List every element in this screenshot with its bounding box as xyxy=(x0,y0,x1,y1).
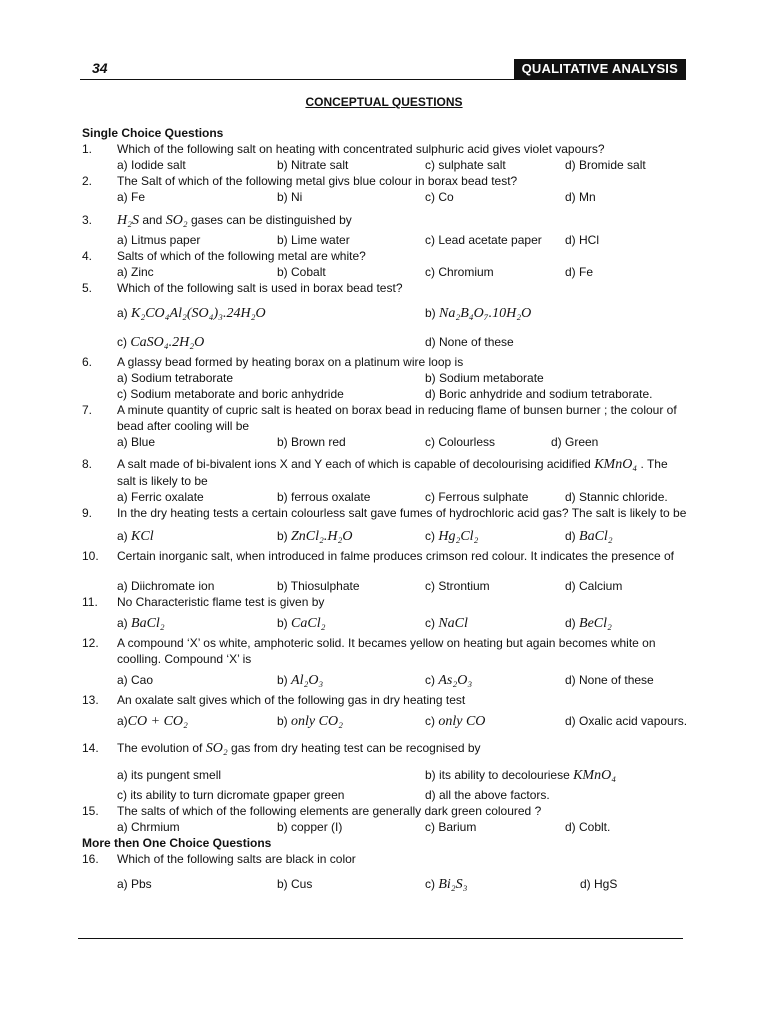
formula: SO₂ xyxy=(205,741,228,756)
question-3-options xyxy=(117,232,688,248)
option-c: c) As₂O₃ xyxy=(425,673,473,688)
question-9 xyxy=(82,505,688,521)
option-d: d) BaCl₂ xyxy=(565,529,613,544)
option-c: c) Bi₂S₃ xyxy=(425,877,468,892)
option-a: a) Fe xyxy=(117,190,146,204)
question-text: Certain inorganic salt, when introduced in falme produces crimson red colour. It indicates the presence of xyxy=(117,549,674,563)
question-5-options-row2 xyxy=(117,331,688,354)
formula: K₂CO₄Al₂(SO₄)₃.24H₂O xyxy=(131,306,266,321)
option-d: d) Fe xyxy=(565,265,594,279)
question-number: 14. xyxy=(82,741,99,755)
option-d: d) None of these xyxy=(425,335,514,349)
question-text: Which of the following salt is used in borax bead test? xyxy=(117,281,403,295)
question-number: 4. xyxy=(82,249,93,263)
option-b: b) Brown red xyxy=(277,435,346,449)
option-d: d) Coblt. xyxy=(565,820,611,834)
question-number: 6. xyxy=(82,355,93,369)
formula: CaCl₂ xyxy=(291,616,326,631)
option-b: b) Ni xyxy=(277,190,303,204)
option-c: c) Lead acetate paper xyxy=(425,233,542,247)
question-5 xyxy=(82,280,688,296)
option-d: d) Oxalic acid vapours. xyxy=(565,714,688,728)
option-c: c) Strontium xyxy=(425,579,490,593)
page-number: 34 xyxy=(92,60,108,76)
question-text: The salts of which of the following elements are generally dark green coloured ? xyxy=(117,804,542,818)
question-text: A compound ‘X’ os white, amphoteric solid. It becames yellow on heating but again becomes white on coolling. Compound ‘X’ is xyxy=(117,636,656,666)
question-text: A minute quantity of cupric salt is heated on borax bead in reducing flame of bunsen burner ; the colour of bead after cooling will be xyxy=(117,403,677,433)
formula: ZnCl₂.H₂O xyxy=(291,529,353,544)
question-3 xyxy=(82,209,688,232)
option-b: b) Al₂O₃ xyxy=(277,673,324,688)
formula: BaCl₂ xyxy=(131,616,165,631)
question-2-options xyxy=(117,189,688,205)
formula: KMnO₄ xyxy=(573,768,617,783)
option-b: b) Cobalt xyxy=(277,265,326,279)
question-15-options xyxy=(117,819,688,835)
question-number: 15. xyxy=(82,804,99,818)
question-12-options xyxy=(117,669,688,692)
question-14-options-row2 xyxy=(117,787,688,803)
question-number: 9. xyxy=(82,506,93,520)
option-c: c) Chromium xyxy=(425,265,494,279)
question-number: 12. xyxy=(82,636,99,650)
question-text: A salt made of bi-bivalent ions X and Y each of which is capable of decolourising acidified KMnO₄ . The salt is likely to be xyxy=(117,457,668,488)
option-b: b) Cus xyxy=(277,877,313,891)
formula: KMnO₄ xyxy=(594,457,638,472)
option-a: a) KCl xyxy=(117,529,154,544)
option-c: c) its ability to turn dicromate gpaper green xyxy=(117,788,345,802)
question-text: Which of the following salt on heating with concentrated sulphuric acid gives violet vapours? xyxy=(117,142,605,156)
question-text: The evolution of SO₂ gas from dry heating test can be recognised by xyxy=(117,741,481,756)
question-15 xyxy=(82,803,688,819)
option-a: a) Iodide salt xyxy=(117,158,186,172)
option-a: a) Diichromate ion xyxy=(117,579,215,593)
question-number: 11. xyxy=(82,595,98,609)
question-16 xyxy=(82,851,688,867)
option-a: a) Blue xyxy=(117,435,156,449)
footer-rule xyxy=(78,938,683,939)
option-a: a) its pungent smell xyxy=(117,768,222,782)
option-d: d) Boric anhydride and sodium tetraborate. xyxy=(425,387,653,401)
option-d: d) Calcium xyxy=(565,579,623,593)
option-d: d) Bromide salt xyxy=(565,158,646,172)
question-12 xyxy=(82,635,688,667)
option-d: d) HCl xyxy=(565,233,600,247)
question-text: Which of the following salts are black in color xyxy=(117,852,356,866)
formula: CaSO₄.2H₂O xyxy=(130,335,205,350)
question-6-options-row2 xyxy=(117,386,688,402)
formula: KCl xyxy=(131,529,154,544)
option-a: a) Sodium tetraborate xyxy=(117,371,234,385)
formula: NaCl xyxy=(438,616,468,631)
formula: Bi₂S₃ xyxy=(438,877,468,892)
formula: only CO₂ xyxy=(291,714,343,729)
option-c: c) CaSO₄.2H₂O xyxy=(117,335,205,350)
formula: Hg₂Cl₂ xyxy=(438,529,479,544)
formula: H₂S xyxy=(117,213,139,228)
question-1-options xyxy=(117,157,688,173)
question-5-options-row1 xyxy=(117,302,688,325)
option-b: b) Na₂B₄O₇.10H₂O xyxy=(425,306,532,321)
question-text: The Salt of which of the following metal givs blue colour in borax bead test? xyxy=(117,174,518,188)
option-d: d) HgS xyxy=(580,877,618,891)
option-c: c) Barium xyxy=(425,820,477,834)
option-b: b) CaCl₂ xyxy=(277,616,326,631)
question-6-options-row1 xyxy=(117,370,688,386)
option-d: d) Green xyxy=(551,435,599,449)
option-a: a) Cao xyxy=(117,673,154,687)
option-a: a) Ferric oxalate xyxy=(117,490,204,504)
question-number: 16. xyxy=(82,852,99,866)
question-14-options-row1 xyxy=(117,764,688,787)
question-number: 1. xyxy=(82,142,93,156)
option-d: d) all the above factors. xyxy=(425,788,550,802)
formula: As₂O₃ xyxy=(438,673,473,688)
question-6 xyxy=(82,354,688,370)
section-title: CONCEPTUAL QUESTIONS xyxy=(305,95,463,109)
question-16-options xyxy=(117,873,688,896)
question-9-options xyxy=(117,525,688,548)
option-b: b) ZnCl₂.H₂O xyxy=(277,529,353,544)
option-d: d) Stannic chloride. xyxy=(565,490,668,504)
question-text: Salts of which of the following metal are white? xyxy=(117,249,366,263)
option-a: a) Chrmium xyxy=(117,820,180,834)
question-text: An oxalate salt gives which of the following gas in dry heating test xyxy=(117,693,466,707)
option-c: c) Co xyxy=(425,190,454,204)
formula: BeCl₂ xyxy=(579,616,612,631)
multi-choice-heading: More then One Choice Questions xyxy=(82,836,272,850)
question-10-options xyxy=(117,578,688,594)
option-c: c) sulphate salt xyxy=(425,158,506,172)
question-1 xyxy=(82,141,688,157)
question-number: 3. xyxy=(82,213,93,227)
question-10 xyxy=(82,548,688,564)
option-a: a) Zinc xyxy=(117,265,154,279)
option-c: c) Ferrous sulphate xyxy=(425,490,529,504)
option-a: a) BaCl₂ xyxy=(117,616,165,631)
option-a: a) Litmus paper xyxy=(117,233,201,247)
formula: only CO xyxy=(438,714,486,729)
option-b: b) Sodium metaborate xyxy=(425,371,544,385)
option-c: c) Hg₂Cl₂ xyxy=(425,529,479,544)
formula: CO + CO₂ xyxy=(127,714,188,729)
question-number: 10. xyxy=(82,549,99,563)
question-text: No Characteristic flame test is given by xyxy=(117,595,325,609)
question-8-options xyxy=(117,489,688,505)
formula: Al₂O₃ xyxy=(291,673,324,688)
chapter-title: QUALITATIVE ANALYSIS xyxy=(514,59,686,79)
formula: BaCl₂ xyxy=(579,529,613,544)
question-11-options xyxy=(117,612,688,635)
page-header xyxy=(80,56,686,82)
question-7-options xyxy=(117,434,688,450)
option-b: b) Thiosulphate xyxy=(277,579,360,593)
header-rule xyxy=(80,79,686,80)
option-b: b) only CO₂ xyxy=(277,714,343,729)
question-13-options xyxy=(117,710,688,733)
option-a: a)CO + CO₂ xyxy=(117,714,188,729)
option-c: c) Colourless xyxy=(425,435,496,449)
option-c: c) NaCl xyxy=(425,616,468,631)
question-7 xyxy=(82,402,688,434)
question-13 xyxy=(82,692,688,708)
question-11 xyxy=(82,594,688,610)
question-number: 5. xyxy=(82,281,93,295)
question-text: In the dry heating tests a certain colourless salt gave fumes of hydrochloric acid gas? The salt is likely to be xyxy=(117,506,687,520)
question-4-options xyxy=(117,264,688,280)
question-list xyxy=(82,125,688,896)
option-b: b) Lime water xyxy=(277,233,350,247)
option-b: b) copper (I) xyxy=(277,820,343,834)
option-c: c) Sodium metaborate and boric anhydride xyxy=(117,387,344,401)
question-4 xyxy=(82,248,688,264)
question-number: 2. xyxy=(82,174,93,188)
formula: Na₂B₄O₇.10H₂O xyxy=(439,306,532,321)
formula: SO₂ xyxy=(165,213,188,228)
single-choice-heading: Single Choice Questions xyxy=(82,126,224,140)
question-number: 7. xyxy=(82,403,93,417)
question-number: 13. xyxy=(82,693,99,707)
option-b: b) its ability to decolouriese KMnO₄ xyxy=(425,768,617,783)
option-d: d) Mn xyxy=(565,190,596,204)
question-2 xyxy=(82,173,688,189)
option-b: b) Nitrate salt xyxy=(277,158,349,172)
option-c: c) only CO xyxy=(425,714,486,729)
question-text: A glassy bead formed by heating borax on a platinum wire loop is xyxy=(117,355,464,369)
option-d: d) None of these xyxy=(565,673,654,687)
question-text: H₂S and SO₂ gases can be distinguished by xyxy=(117,213,352,228)
option-a: a) K₂CO₄Al₂(SO₄)₃.24H₂O xyxy=(117,306,266,321)
option-a: a) Pbs xyxy=(117,877,152,891)
option-d: d) BeCl₂ xyxy=(565,616,612,631)
question-8 xyxy=(82,456,688,489)
question-14 xyxy=(82,737,688,760)
question-number: 8. xyxy=(82,457,93,471)
option-b: b) ferrous oxalate xyxy=(277,490,371,504)
